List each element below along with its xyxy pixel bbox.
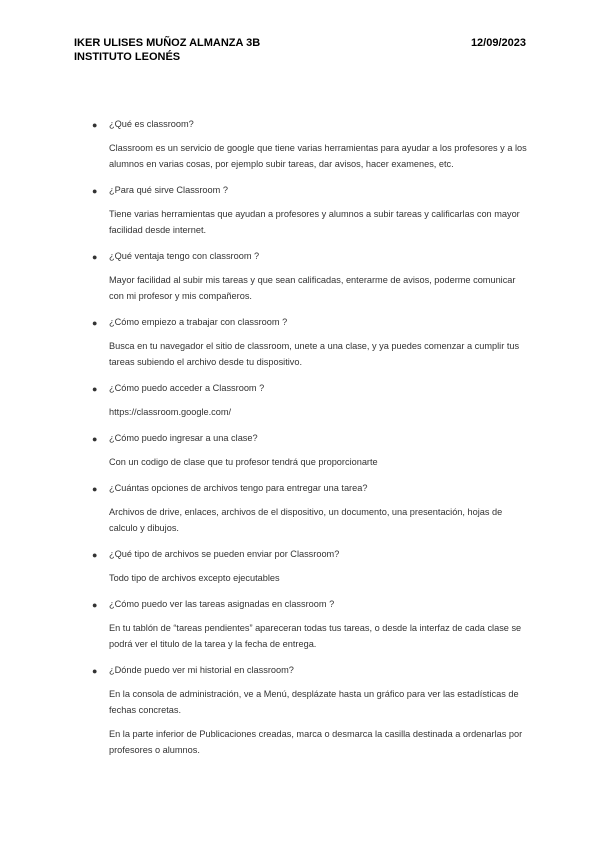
answer-text: En la parte inferior de Publicaciones creadas, marca o desmarca la casilla destinada a ordenarlas por profesores o alumnos. — [109, 729, 523, 755]
list-item — [92, 118, 528, 172]
answer-text: Busca en tu navegador el sitio de classroom, unete a una clase, y ya puedes comenzar a cumplir tus tareas subiendo el archivo desde tu dispositivo. — [109, 341, 520, 367]
list-item — [92, 664, 528, 758]
list-item — [92, 250, 528, 304]
bullet-icon: ● — [92, 186, 98, 196]
question-list — [92, 118, 528, 770]
bullet-icon: ● — [92, 600, 98, 610]
list-item — [92, 316, 528, 370]
document-header — [74, 36, 526, 64]
bullet-icon: ● — [92, 434, 98, 444]
bullet-icon: ● — [92, 666, 98, 676]
answer-text: Mayor facilidad al subir mis tareas y que sean calificadas, enterarme de avisos, poderme comunicar con mi profesor y mis compañeros. — [109, 275, 516, 301]
answer-text: En la consola de administración, ve a Menú, desplázate hasta un gráfico para ver las estadísticas de fechas concretas. — [109, 689, 519, 715]
question-text: ¿Cómo puedo acceder a Classroom ? — [109, 383, 265, 393]
bullet-icon: ● — [92, 120, 98, 130]
question-text: ¿Cómo empiezo a trabajar con classroom ? — [109, 317, 288, 327]
question-text: ¿Cómo puedo ver las tareas asignadas en classroom ? — [109, 599, 335, 609]
question-text: ¿Para qué sirve Classroom ? — [109, 185, 228, 195]
answer-text: Classroom es un servicio de google que tiene varias herramientas para ayudar a los profesores y a los alumnos en varias cosas, por ejemplo subir tareas, dar avisos, hacer examenes, etc. — [109, 143, 527, 169]
question-text: ¿Cómo puedo ingresar a una clase? — [109, 433, 258, 443]
answer-text: Tiene varias herramientas que ayudan a profesores y alumnos a subir tareas y calificarlas con mayor facilidad desde internet. — [109, 209, 520, 235]
question-text: ¿Dónde puedo ver mi historial en classroom? — [109, 665, 294, 675]
bullet-icon: ● — [92, 484, 98, 494]
question-text: ¿Qué tipo de archivos se pueden enviar por Classroom? — [109, 549, 340, 559]
list-item — [92, 548, 528, 586]
document-date: 12/09/2023 — [470, 37, 526, 49]
answer-text: https://classroom.google.com/ — [109, 407, 232, 417]
bullet-icon: ● — [92, 550, 98, 560]
question-text: ¿Qué ventaja tengo con classroom ? — [109, 251, 260, 261]
answer-text: Con un codigo de clase que tu profesor tendrá que proporcionarte — [109, 457, 378, 467]
answer-text: Todo tipo de archivos excepto ejecutables — [109, 573, 280, 583]
list-item — [92, 432, 528, 470]
school-name: INSTITUTO LEONÉS — [74, 51, 181, 63]
answer-text: Archivos de drive, enlaces, archivos de el dispositivo, un documento, una presentación, hojas de calculo y dibujos. — [109, 507, 503, 533]
bullet-icon: ● — [92, 318, 98, 328]
list-item — [92, 184, 528, 238]
student-name: IKER ULISES MUÑOZ ALMANZA 3B — [74, 37, 261, 49]
question-text: ¿Qué es classroom? — [109, 119, 194, 129]
bullet-icon: ● — [92, 384, 98, 394]
question-text: ¿Cuántas opciones de archivos tengo para entregar una tarea? — [109, 483, 368, 493]
list-item — [92, 382, 528, 420]
bullet-icon: ● — [92, 252, 98, 262]
list-item — [92, 482, 528, 536]
list-item — [92, 598, 528, 652]
answer-text: En tu tablón de “tareas pendientes” apareceran todas tus tareas, o desde la interfaz de cada clase se podrá ver el titulo de la tarea y la fecha de entrega. — [109, 623, 522, 649]
